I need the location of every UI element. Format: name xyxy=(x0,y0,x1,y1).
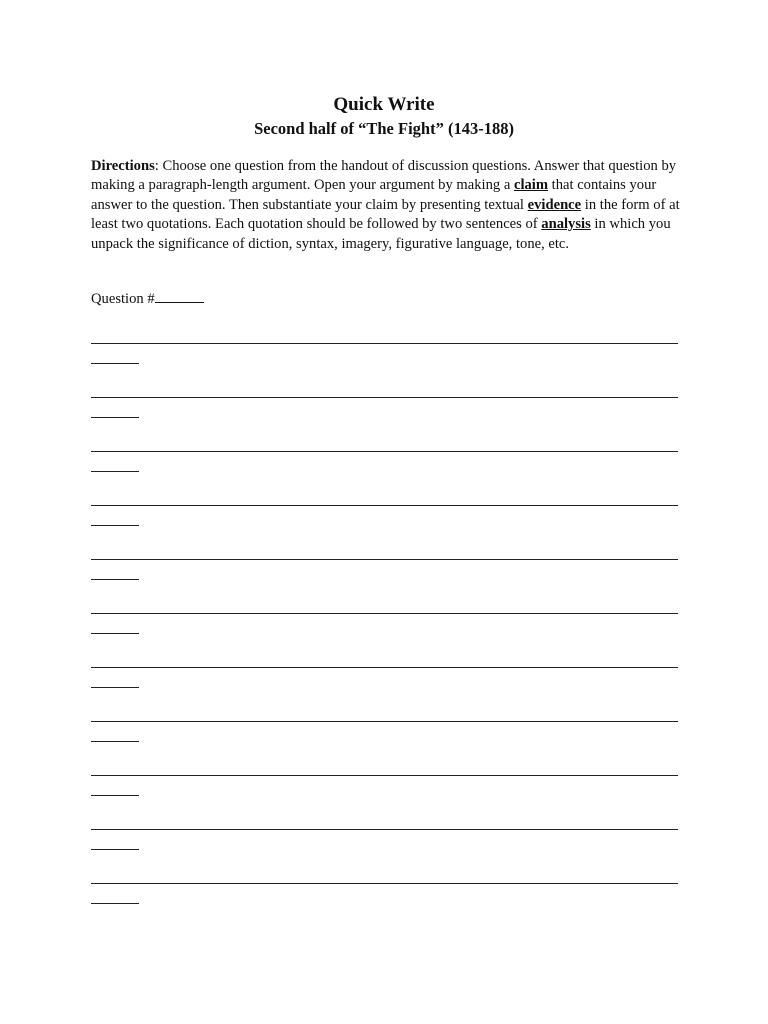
claim-term: claim xyxy=(513,177,549,194)
answer-line-short xyxy=(91,417,139,418)
answer-line-long xyxy=(91,613,678,614)
answer-line-long xyxy=(91,505,678,506)
page-title: Quick Write xyxy=(333,94,435,115)
evidence-term: evidence xyxy=(527,196,582,213)
page-subtitle: Second half of “The Fight” (143-188) xyxy=(254,119,514,138)
answer-line[interactable] xyxy=(91,397,678,425)
answer-line-short xyxy=(91,741,139,742)
answer-line[interactable] xyxy=(91,775,678,803)
answer-line[interactable] xyxy=(91,451,678,479)
answer-line[interactable] xyxy=(91,505,678,533)
answer-line-short xyxy=(91,849,139,850)
answer-line-long xyxy=(91,343,678,344)
answer-line[interactable] xyxy=(91,883,678,911)
directions-text-4: in which you unpack the significance of diction, syntax, imagery, figurative language, tone, etc. xyxy=(91,216,671,252)
answer-line-short xyxy=(91,795,139,796)
answer-line[interactable] xyxy=(91,721,678,749)
analysis-term: analysis xyxy=(541,216,591,233)
answer-line-long xyxy=(91,397,678,398)
answer-line-short xyxy=(91,903,139,904)
answer-line[interactable] xyxy=(91,667,678,695)
directions-text-3: in the form of at least two quotations. Each quotation should be followed by two sentences of xyxy=(91,196,680,233)
answer-line-short xyxy=(91,633,139,634)
answer-line-short xyxy=(91,471,139,472)
directions-text-2: that contains your answer to the question. Then substantiate your claim by presenting textual xyxy=(91,177,657,213)
directions-label: Directions xyxy=(91,158,155,174)
answer-line[interactable] xyxy=(91,613,678,641)
answer-line-short xyxy=(91,363,139,364)
directions-text-1: : Choose one question from the handout of discussion questions. Answer that question by making a paragraph-length argument. Open your argument by making a xyxy=(91,158,677,194)
question-number-line xyxy=(91,289,204,309)
answer-line[interactable] xyxy=(91,829,678,857)
answer-line-short xyxy=(91,687,139,688)
question-label: Question # xyxy=(91,291,155,307)
answer-line-long xyxy=(91,559,678,560)
answer-line-long xyxy=(91,721,678,722)
answer-line[interactable] xyxy=(91,343,678,371)
answer-line[interactable] xyxy=(91,559,678,587)
answer-line-long xyxy=(91,667,678,668)
directions-paragraph xyxy=(91,157,691,254)
question-number-blank[interactable] xyxy=(155,289,204,303)
answer-line-long xyxy=(91,829,678,830)
answer-line-long xyxy=(91,451,678,452)
answer-line-short xyxy=(91,525,139,526)
answer-line-long xyxy=(91,775,678,776)
answer-line-short xyxy=(91,579,139,580)
answer-line-long xyxy=(91,883,678,884)
